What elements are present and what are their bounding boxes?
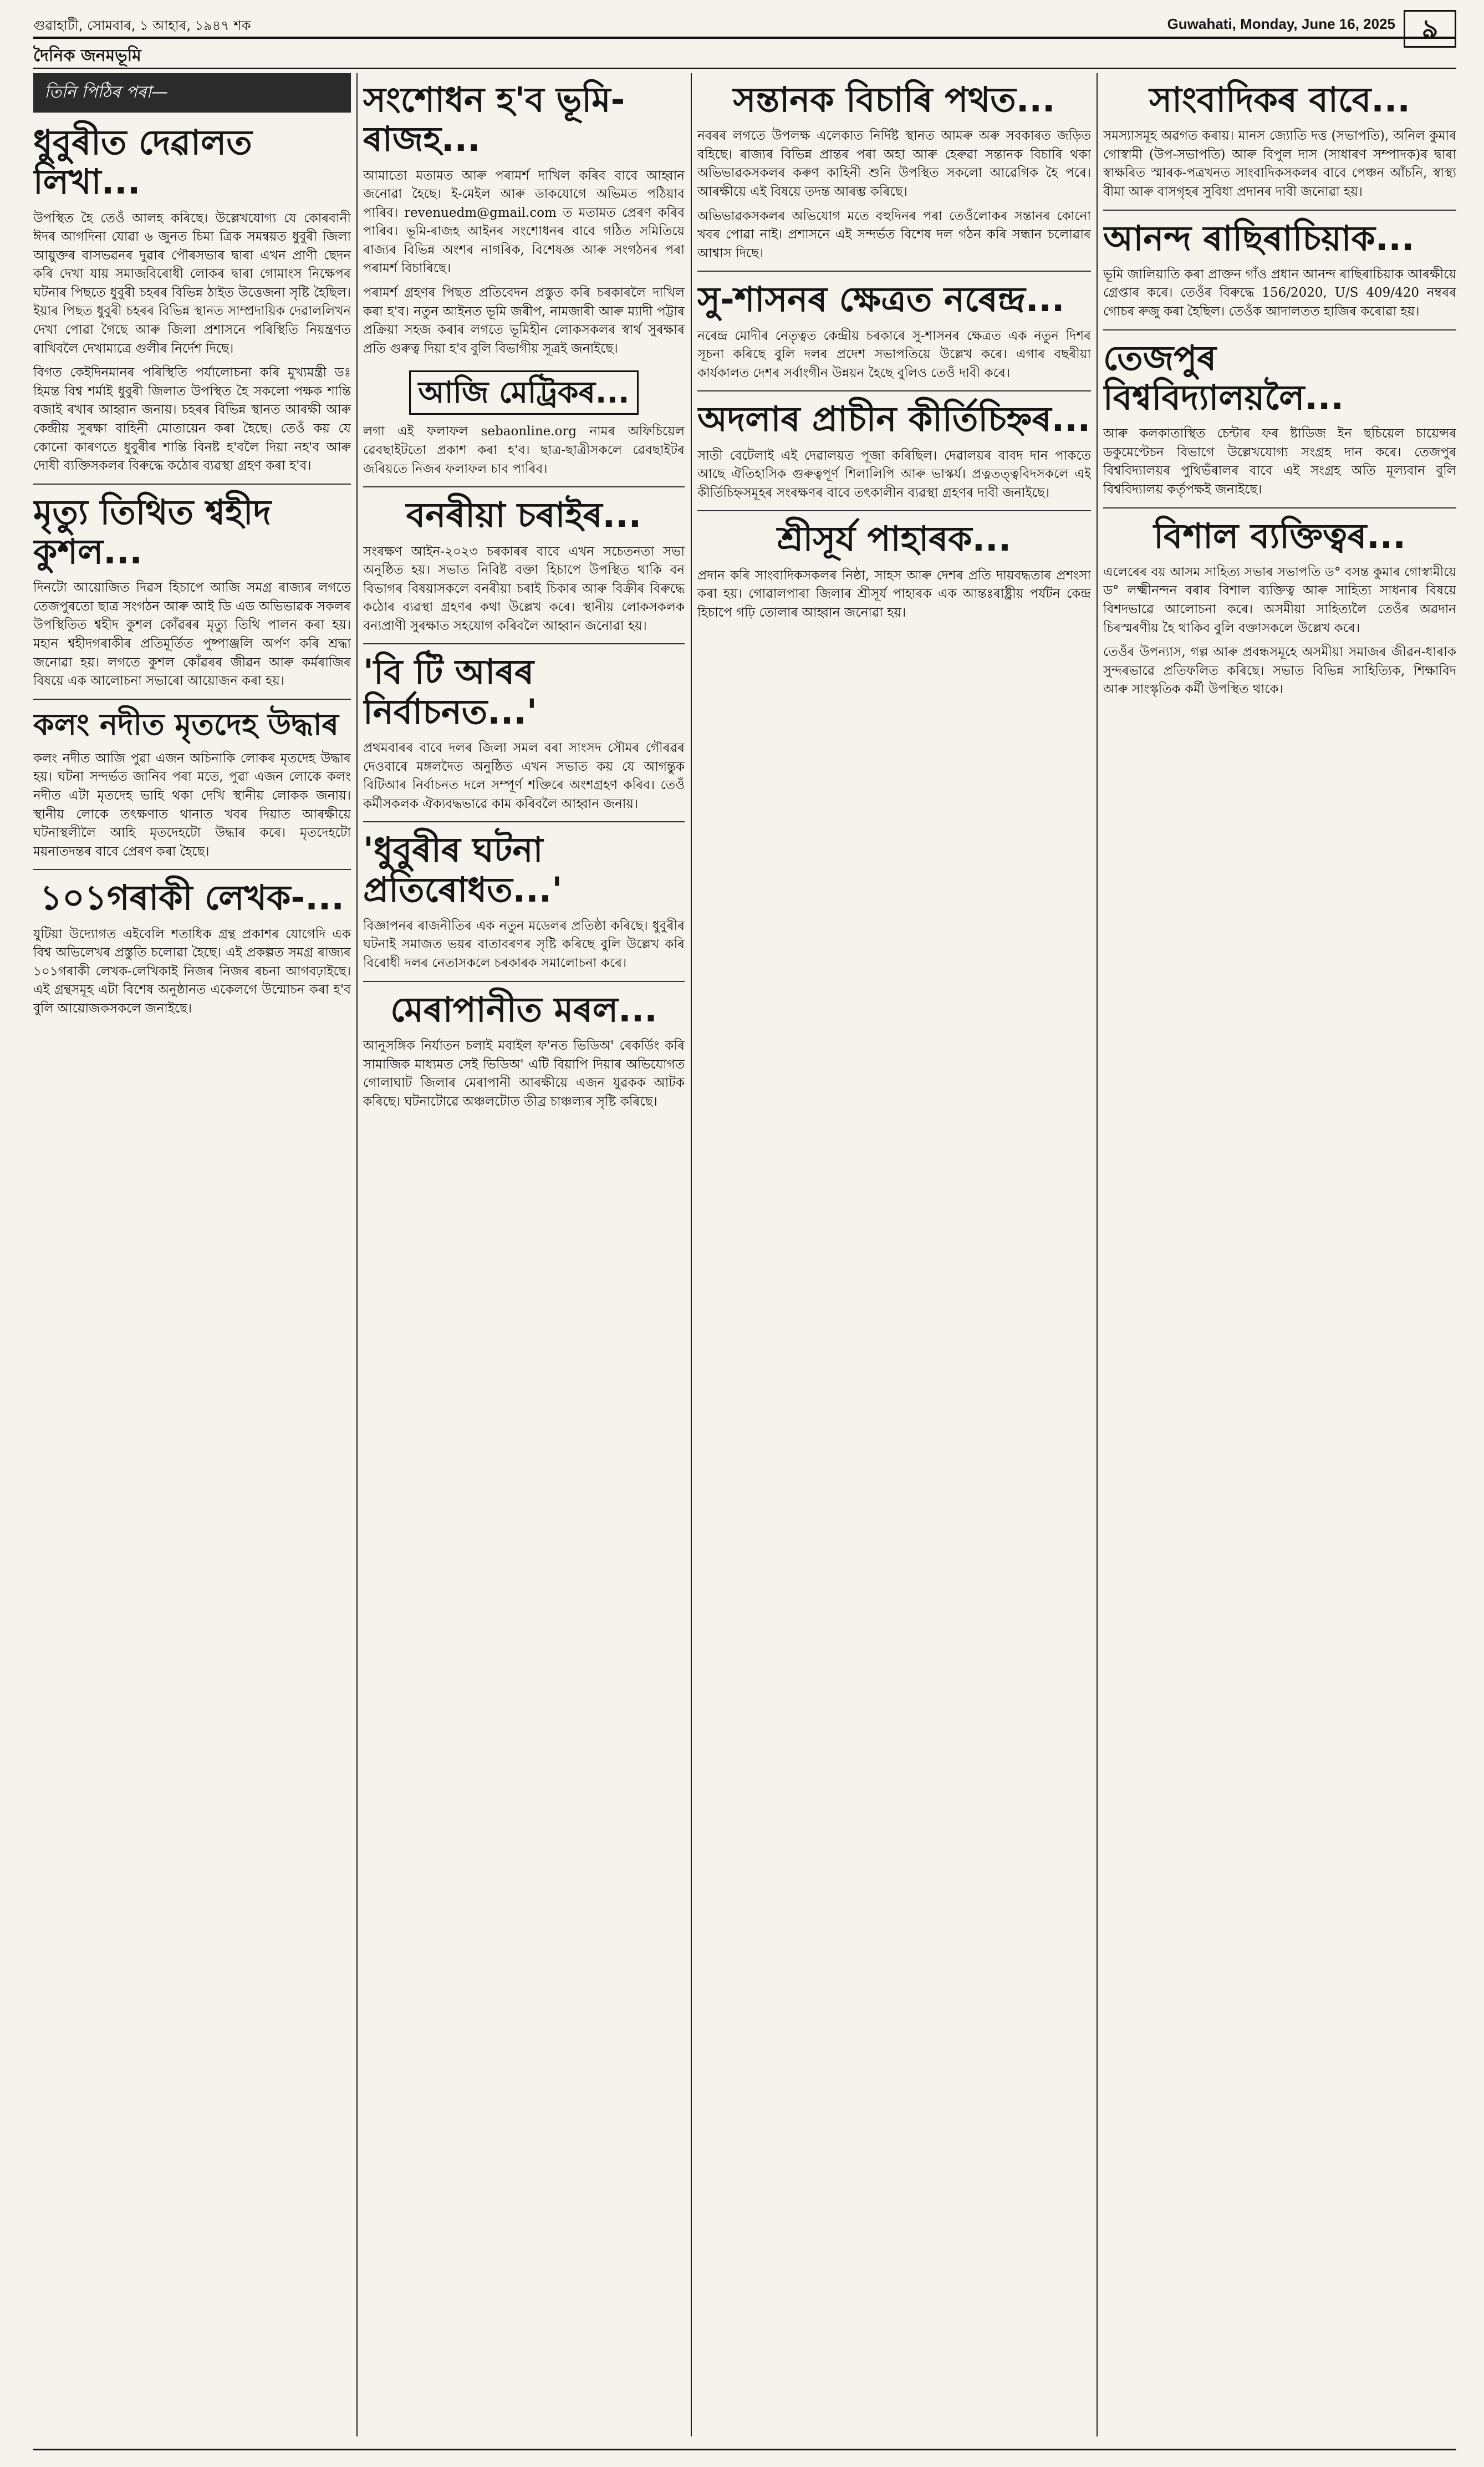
article-paragraph: দিনটো আয়োজিত দিৱস হিচাপে আজি সমগ্ৰ ৰাজ্যৰ লগতে তেজপুৰতো ছাত্ৰ সংগঠন আৰু আই ডি এড অভিভাৱক সকলৰ উপস্থিতিত শ্বহীদ কুশল কোঁৱৰৰ মৃত্যু তিথি পালন কৰা হয়। মহান শ্বহীদগৰাকীৰ প্ৰতিমূৰ্তিত পুষ্পাঞ্জলি অৰ্পণ কৰি শ্ৰদ্ধা জনোৱা হয়। লগতে কুশল কোঁৱৰৰ জীৱন আৰু কৰ্মৰাজিৰ বিষয়ে এক আলোচনা সভাৰো আয়োজন কৰা হয়। bbox=[33, 581, 351, 689]
article-paragraph: অভিভাৱকসকলৰ অভিযোগ মতে বহুদিনৰ পৰা তেওঁলোকৰ সন্তানৰ কোনো খবৰ পোৱা নাই। প্ৰশাসনে এই সন্দৰ্ভত বিশেষ দল গঠন কৰি সন্ধান চলোৱাৰ আশ্বাস দিছে। bbox=[697, 208, 1091, 261]
masthead bbox=[33, 10, 1456, 71]
headline-land-revenue[interactable]: সংশোধন হ'ব ভূমি-ৰাজহ... bbox=[363, 79, 625, 160]
article-paragraph: যুটিয়া উদ্যোগত এইবেলি শতাধিক গ্ৰন্থ প্ৰকাশৰ যোগেদি এক বিশ্ব অভিলেখৰ প্ৰস্তুতি চলোৱা হৈছে। এই প্ৰকল্পত সমগ্ৰ ৰাজ্যৰ ১০১গৰাকী লেখক-লেখিকাই নিজৰ নিজৰ ৰচনা আগবঢ়াইছে। এই গ্ৰন্থসমূহ এটা বিশেষ অনুষ্ঠানত একেলগে উন্মোচন কৰা হ'ব বুলি আয়োজকসকলে জনাইছে। bbox=[33, 927, 351, 1016]
article-paragraph: নৰেন্দ্ৰ মোদীৰ নেতৃত্বত কেন্দ্ৰীয় চৰকাৰে সু-শাসনৰ ক্ষেত্ৰত এক নতুন দিশৰ সূচনা কৰিছে বুলি দলৰ প্ৰদেশ সভাপতিয়ে উল্লেখ কৰে। এগাৰ বছৰীয়া কাৰ্যকালত দেশৰ সৰ্বাংগীন উন্নয়ন হৈছে বুলিও তেওঁ দাবী কৰে। bbox=[697, 328, 1091, 380]
headline-kolong[interactable]: কলং নদীত মৃতদেহ উদ্ধাৰ bbox=[33, 706, 339, 742]
bottom-rule bbox=[33, 2449, 1456, 2450]
article-separator bbox=[1103, 210, 1456, 211]
masthead-rule bbox=[33, 37, 1456, 39]
headline-writers[interactable]: ১০১গৰাকী লেখক-... bbox=[40, 877, 344, 918]
article-paragraph: আমাতো মতামত আৰু পৰামৰ্শ দাখিল কৰিব বাবে আহ্বান জনোৱা হৈছে। ই-মেইল আৰু ডাকযোগে অভিমত পঠিয়াব পাৰিব। revenuedm@gmail.com ত মতামত প্ৰেৰণ কৰিব পাৰিব। ভূমি-ৰাজহ আইনৰ সংশোধনৰ বাবে গঠিত সমিতিয়ে ৰাজ্যৰ বিভিন্ন অংশৰ নাগৰিক, বিশেষজ্ঞ আৰু সংগঠনৰ পৰা পৰামৰ্শ বিচাৰিছে। bbox=[363, 168, 685, 276]
newspaper-brand: দৈনিক জনমভূমি bbox=[33, 46, 141, 65]
article-separator bbox=[697, 271, 1091, 272]
article-paragraph: বিগত কেইদিনমানৰ পৰিস্থিতি পৰ্যালোচনা কৰি মুখ্যমন্ত্ৰী ডঃ হিমন্ত বিশ্ব শৰ্মাই ধুবুৰী জিলাত উপস্থিত হৈ সকলো পক্ষক শান্তি বজাই ৰখাৰ আহ্বান জনায়। চহৰৰ বিভিন্ন স্থানত আৰক্ষী আৰু কেন্দ্ৰীয় সুৰক্ষা বাহিনী মোতায়েন কৰা হৈছে। তেওঁ কয় যে কোনো কাৰণতে ধুবুৰীৰ শান্তি বিনষ্ট হ'বলৈ দিয়া নহ'ব আৰু দোষী ব্যক্তিসকলৰ বিৰুদ্ধে কঠোৰ ব্যৱস্থা গ্ৰহণ কৰা হ'ব। bbox=[33, 365, 351, 474]
headline-surya-pahar[interactable]: শ্ৰীসূৰ্য পাহাৰক... bbox=[777, 518, 1012, 559]
headline-great-personality[interactable]: বিশাল ব্যক্তিত্বৰ... bbox=[1154, 515, 1406, 556]
column-divider bbox=[356, 73, 358, 2437]
headline-ancient-relics[interactable]: অদলাৰ প্ৰাচীন কীৰ্তিচিহ্নৰ... bbox=[697, 399, 1091, 440]
article-separator bbox=[33, 869, 351, 870]
article-separator bbox=[1103, 329, 1456, 330]
article-separator bbox=[697, 390, 1091, 391]
masthead-rule-thin bbox=[33, 68, 1456, 69]
headline-child-search[interactable]: সন্তানক বিচাৰি পথত... bbox=[733, 79, 1055, 120]
headline-dhubri[interactable]: ধুবুৰীত দেৱালত লিখা... bbox=[33, 122, 252, 202]
article-paragraph: আৰু কলকাতাস্থিত চেন্টাৰ ফৰ ষ্টাডিজ ইন ছচিয়েল চায়েন্সৰ ডকুমেণ্টেচন বিভাগে উল্লেখযোগ্য সংগ্ৰহ দান কৰে। তেজপুৰ বিশ্ববিদ্যালয়ৰ পুথিভঁৰালৰ বাবে এই সংগ্ৰহ অতি মূল্যবান বুলি বিশ্ববিদ্যালয় কৰ্তৃপক্ষই জনাইছে। bbox=[1103, 426, 1456, 497]
headline-wild-birds[interactable]: বনৰীয়া চৰাইৰ... bbox=[406, 495, 642, 536]
dateline-english: Guwahati, Monday, June 16, 2025 bbox=[1167, 16, 1395, 32]
article-paragraph: কলং নদীত আজি পুৱা এজন অচিনাকি লোকৰ মৃতদেহ উদ্ধাৰ হয়। ঘটনা সন্দৰ্ভত জানিব পৰা মতে, পুৱা এজন লোকে কলং নদীত এটা মৃতদেহ ভাহি থকা দেখি স্থানীয় লোকক জনায়। স্থানীয় লোকে তৎক্ষণাত থানাত খবৰ দিয়াত আৰক্ষীয়ে ঘটনাস্থলীলৈ আহি মৃতদেহটো উদ্ধাৰ কৰে। মৃতদেহটো ময়নাতদন্তৰ বাবে প্ৰেৰণ কৰা হৈছে। bbox=[33, 751, 351, 859]
article-paragraph: নবৰৰ লগতে উপলক্ষ এলেকাত নিৰ্দিষ্ট স্থানত আমৰু অৰু সবকাৰত জড়িত বহিছে। ৰাজ্যৰ বিভিন্ন প্ৰান্তৰ পৰা অহা আৰু হেৰুৱা সন্তানক বিচাৰি থকা অভিভাৱকসকলৰ কৰুণ কাহিনী শুনি উপস্থিত সকলো আৱেগিক হৈ পৰে। আৰক্ষীয়ে এই বিষয়ে তদন্ত আৰম্ভ কৰিছে। bbox=[697, 129, 1091, 200]
article-paragraph: সাতী বেটেলাই এই দেৱালয়ত পূজা কৰিছিল। দেৱালয়ৰ বাবদ দান পাকতে আছে ঐতিহাসিক গুৰুত্বপূৰ্ণ শিলালিপি আৰু ভাস্কৰ্য। প্ৰত্নতত্ত্ববিদসকলে এই কীৰ্তিচিহ্নসমূহৰ সংৰক্ষণৰ বাবে তৎকালীন ব্যৱস্থা গ্ৰহণৰ দাবী জনাইছে। bbox=[697, 448, 1091, 500]
article-paragraph: আনুসঙ্গিক নিৰ্যাতন চলাই মবাইল ফ'নত ভিডিঅ' ৰেকৰ্ডিং কৰি সামাজিক মাধ্যমত সেই ভিডিঅ' এটি বিয়াপি দিয়াৰ অভিযোগত গোলাঘাট জিলাৰ মেৰাপানী আৰক্ষীয়ে এজন যুৱকক আটক কৰিছে। ঘটনাটোৱে অঞ্চলটোত তীব্ৰ চাঞ্চল্যৰ সৃষ্টি কৰিছে। bbox=[363, 1038, 685, 1109]
article-paragraph: বিজ্ঞাপনৰ ৰাজনীতিৰ এক নতুন মডেলৰ প্ৰতিষ্ঠা কৰিছে। ধুবুৰীৰ ঘটনাই সমাজত ভয়ৰ বাতাবৰণৰ সৃষ্টি কৰিছে বুলি উল্লেখ কৰি বিৰোধী দলৰ নেতাসকলে চৰকাৰক সমালোচনা কৰে। bbox=[363, 918, 685, 971]
headline-merapani[interactable]: মেৰাপানীত মৰল... bbox=[390, 989, 657, 1030]
article-paragraph: লগা এই ফলাফল sebaonline.org নামৰ অফিচিয়েল ৱেবছাইটতো প্ৰকাশ কৰা হ'ব। ছাত্ৰ-ছাত্ৰীসকলে ৱেবছাইটৰ জৰিয়তে নিজৰ ফলাফল চাব পাৰিব। bbox=[363, 424, 685, 476]
article-separator bbox=[697, 510, 1091, 511]
column-divider bbox=[691, 73, 692, 2437]
article-paragraph: উপস্থিত হৈ তেওঁ আলহ কৰিছে। উল্লেখযোগ্য যে কোৰবানী ঈদৰ আগদিনা যোৱা ৬ জুনত চিমা ত্ৰিক সমন্বয়ত ধুবুৰী জিলা আয়ুক্তৰ বাসভৱনৰ দুৱাৰ পৌৰসভাৰ দ্বাৰা এখন প্ৰাণী ছেদন কৰি দেখা যায় সমাজবিৰোধী লোকৰ দ্বাৰা গোমাংস নিক্ষেপৰ ঘটনাৰ পিছতে ধুবুৰী চহৰৰ বিভিন্ন ঠাইত উত্তেজনা সৃষ্টি হৈছিল। ইয়াৰ পিছত ধুবুৰী চহৰৰ বিভিন্ন স্থানত সাম্প্ৰদায়িক দেৱাললিখন দেখা পোৱা গৈছে আৰু জিলা প্ৰশাসনে পৰিস্থিতি নিয়ন্ত্ৰণত ৰাখিবলৈ দেখামাত্ৰে গুলীৰ নিৰ্দেশ দিছে। bbox=[33, 211, 351, 356]
article-paragraph: প্ৰথমবাৰৰ বাবে দলৰ জিলা সমল বৰা সাংসদ সৌমৰ গৌৰৱৰ দেওবাৰে মঙ্গলদৈত অনুষ্ঠিত এখন সভাত কয় যে আগন্তুক বিটিআৰ নিৰ্বাচনত দলে সম্পূৰ্ণ শক্তিৰে অংশগ্ৰহণ কৰিব। তেওঁ কৰ্মীসকলক ঐক্যবদ্ধভাৱে কাম কৰিবলৈ আহ্বান জনায়। bbox=[363, 740, 685, 811]
headline-journalists[interactable]: সাংবাদিকৰ বাবে... bbox=[1149, 79, 1410, 120]
article-separator bbox=[33, 484, 351, 485]
headline-dhubri-resistance[interactable]: 'ধুবুৰীৰ ঘটনা প্ৰতিৰোধত...' bbox=[363, 830, 563, 910]
article-paragraph: তেওঁৰ উপন্যাস, গল্প আৰু প্ৰবন্ধসমূহে অসমীয়া সমাজৰ জীৱন-ধাৰাক সুন্দৰভাৱে প্ৰতিফলিত কৰিছে। সভাত বিভিন্ন সাহিত্যিক, শিক্ষাবিদ আৰু সাংস্কৃতিক কৰ্মী উপস্থিত থাকে। bbox=[1103, 645, 1456, 697]
dateline-assamese: গুৱাহাটী, সোমবাৰ, ১ আহাৰ, ১৯৪৭ শক bbox=[33, 18, 251, 33]
article-paragraph: সমস্যাসমূহ অৱগত কৰায়। মানস জ্যোতি দত্ত (সভাপতি), অনিল কুমাৰ গোস্বামী (উপ-সভাপতি) আৰু বিপুল দাস (সাধাৰণ সম্পাদক)ৰ দ্বাৰা স্বাক্ষৰিত স্মাৰক-পত্ৰখনত সাংবাদিকসকলৰ বাবে পেঞ্চন আঁচনি, স্বাস্থ্য বীমা আৰু বাসগৃহৰ সুবিধা প্ৰদানৰ দাবী জনোৱা হয়। bbox=[1103, 129, 1456, 200]
headline-ananda[interactable]: আনন্দ ৰাছিৰাচিয়াক... bbox=[1103, 217, 1415, 258]
article-separator bbox=[1103, 507, 1456, 508]
article-separator bbox=[363, 981, 685, 982]
continued-flag: তিনি পিঠিৰ পৰা— bbox=[33, 73, 351, 113]
headline-tezpur-university[interactable]: তেজপুৰ বিশ্ববিদ্যালয়লৈ... bbox=[1103, 337, 1344, 418]
headline-kushal[interactable]: মৃত্যু তিথিত শ্বহীদ কুশল... bbox=[33, 491, 272, 572]
article-paragraph: প্ৰদান কৰি সাংবাদিকসকলৰ নিষ্ঠা, সাহস আৰু দেশৰ প্ৰতি দায়বদ্ধতাৰ প্ৰশংসা কৰা হয়। গোৱালপাৰা জিলাৰ শ্ৰীসূৰ্য পাহাৰক এক আন্তঃৰাষ্ট্ৰীয় পৰ্যটন কেন্দ্ৰ হিচাপে গঢ়ি তোলাৰ আহ্বান জনোৱা হয়। bbox=[697, 568, 1091, 620]
article-paragraph: এলেৰেৰ বয় আসম সাহিত্য সভাৰ সভাপতি ড° বসন্ত কুমাৰ গোস্বামীয়ে ড° লক্ষ্মীনন্দন বৰাৰ বিশাল ব্যক্তিত্ব আৰু সাহিত্য সাধনাৰ বিষয়ে বিশদভাৱে আলোচনা কৰে। অসমীয়া সাহিত্যলৈ তেওঁৰ অৱদান চিৰস্মৰণীয় হৈ থাকিব বুলি বক্তাসকলে উল্লেখ কৰে। bbox=[1103, 564, 1456, 635]
column-1 bbox=[33, 73, 351, 2437]
article-paragraph: সংৰক্ষণ আইন-২০২৩ চৰকাৰৰ বাবে এখন সচেতনতা সভা অনুষ্ঠিত হয়। সভাত নিবিষ্ট বক্তা হিচাপে উপস্থিত থাকি বন বিভাগৰ বিষয়াসকলে বনৰীয়া চৰাই চিকাৰ আৰু বিক্ৰীৰ বিৰুদ্ধে কঠোৰ ব্যৱস্থা গ্ৰহণৰ কথা উল্লেখ কৰে। স্থানীয় লোকসকলক বন্যপ্ৰাণী সুৰক্ষাত সহযোগ কৰিবলৈ আহ্বান জনোৱা হয়। bbox=[363, 544, 685, 633]
article-separator bbox=[363, 643, 685, 644]
column-3 bbox=[697, 73, 1091, 2437]
column-divider bbox=[1097, 73, 1098, 2437]
article-separator bbox=[33, 699, 351, 700]
headline-good-governance[interactable]: সু-শাসনৰ ক্ষেত্ৰত নৰেন্দ্ৰ... bbox=[697, 279, 1065, 320]
headline-btr-election[interactable]: 'বি টি আৰৰ নিৰ্বাচনত...' bbox=[363, 652, 537, 732]
article-separator bbox=[363, 821, 685, 822]
article-separator bbox=[363, 486, 685, 487]
page-number: ৯ bbox=[1404, 10, 1456, 48]
headline-matric[interactable]: আজি মেট্ৰিকৰ... bbox=[409, 370, 639, 415]
column-4 bbox=[1103, 73, 1456, 2437]
column-2 bbox=[363, 73, 685, 2437]
article-paragraph: ভূমি জালিয়াতি কৰা প্ৰাক্তন গাঁও প্ৰধান আনন্দ ৰাছিৰাচিয়াক আৰক্ষীয়ে গ্ৰেপ্তাৰ কৰে। তেওঁৰ বিৰুদ্ধে 156/2020, U/S 409/420 নম্বৰৰ গোচৰ ৰুজু কৰা হৈছিল। তেওঁক আদালতত হাজিৰ কৰোৱা হয়। bbox=[1103, 267, 1456, 319]
article-paragraph: পৰামৰ্শ গ্ৰহণৰ পিছত প্ৰতিবেদন প্ৰস্তুত কৰি চৰকাৰলৈ দাখিল কৰা হ'ব। নতুন আইনত ভূমি জৰীপ, নামজাৰী আৰু ম্যাদী পট্টাৰ প্ৰক্ৰিয়া সহজ কৰাৰ লগতে ভূমিহীন লোকসকলৰ স্বাৰ্থ সুৰক্ষাৰ প্ৰতি গুৰুত্ব দিয়া হ'ব বুলি বিভাগীয় সূত্ৰই জনাইছে। bbox=[363, 286, 685, 356]
